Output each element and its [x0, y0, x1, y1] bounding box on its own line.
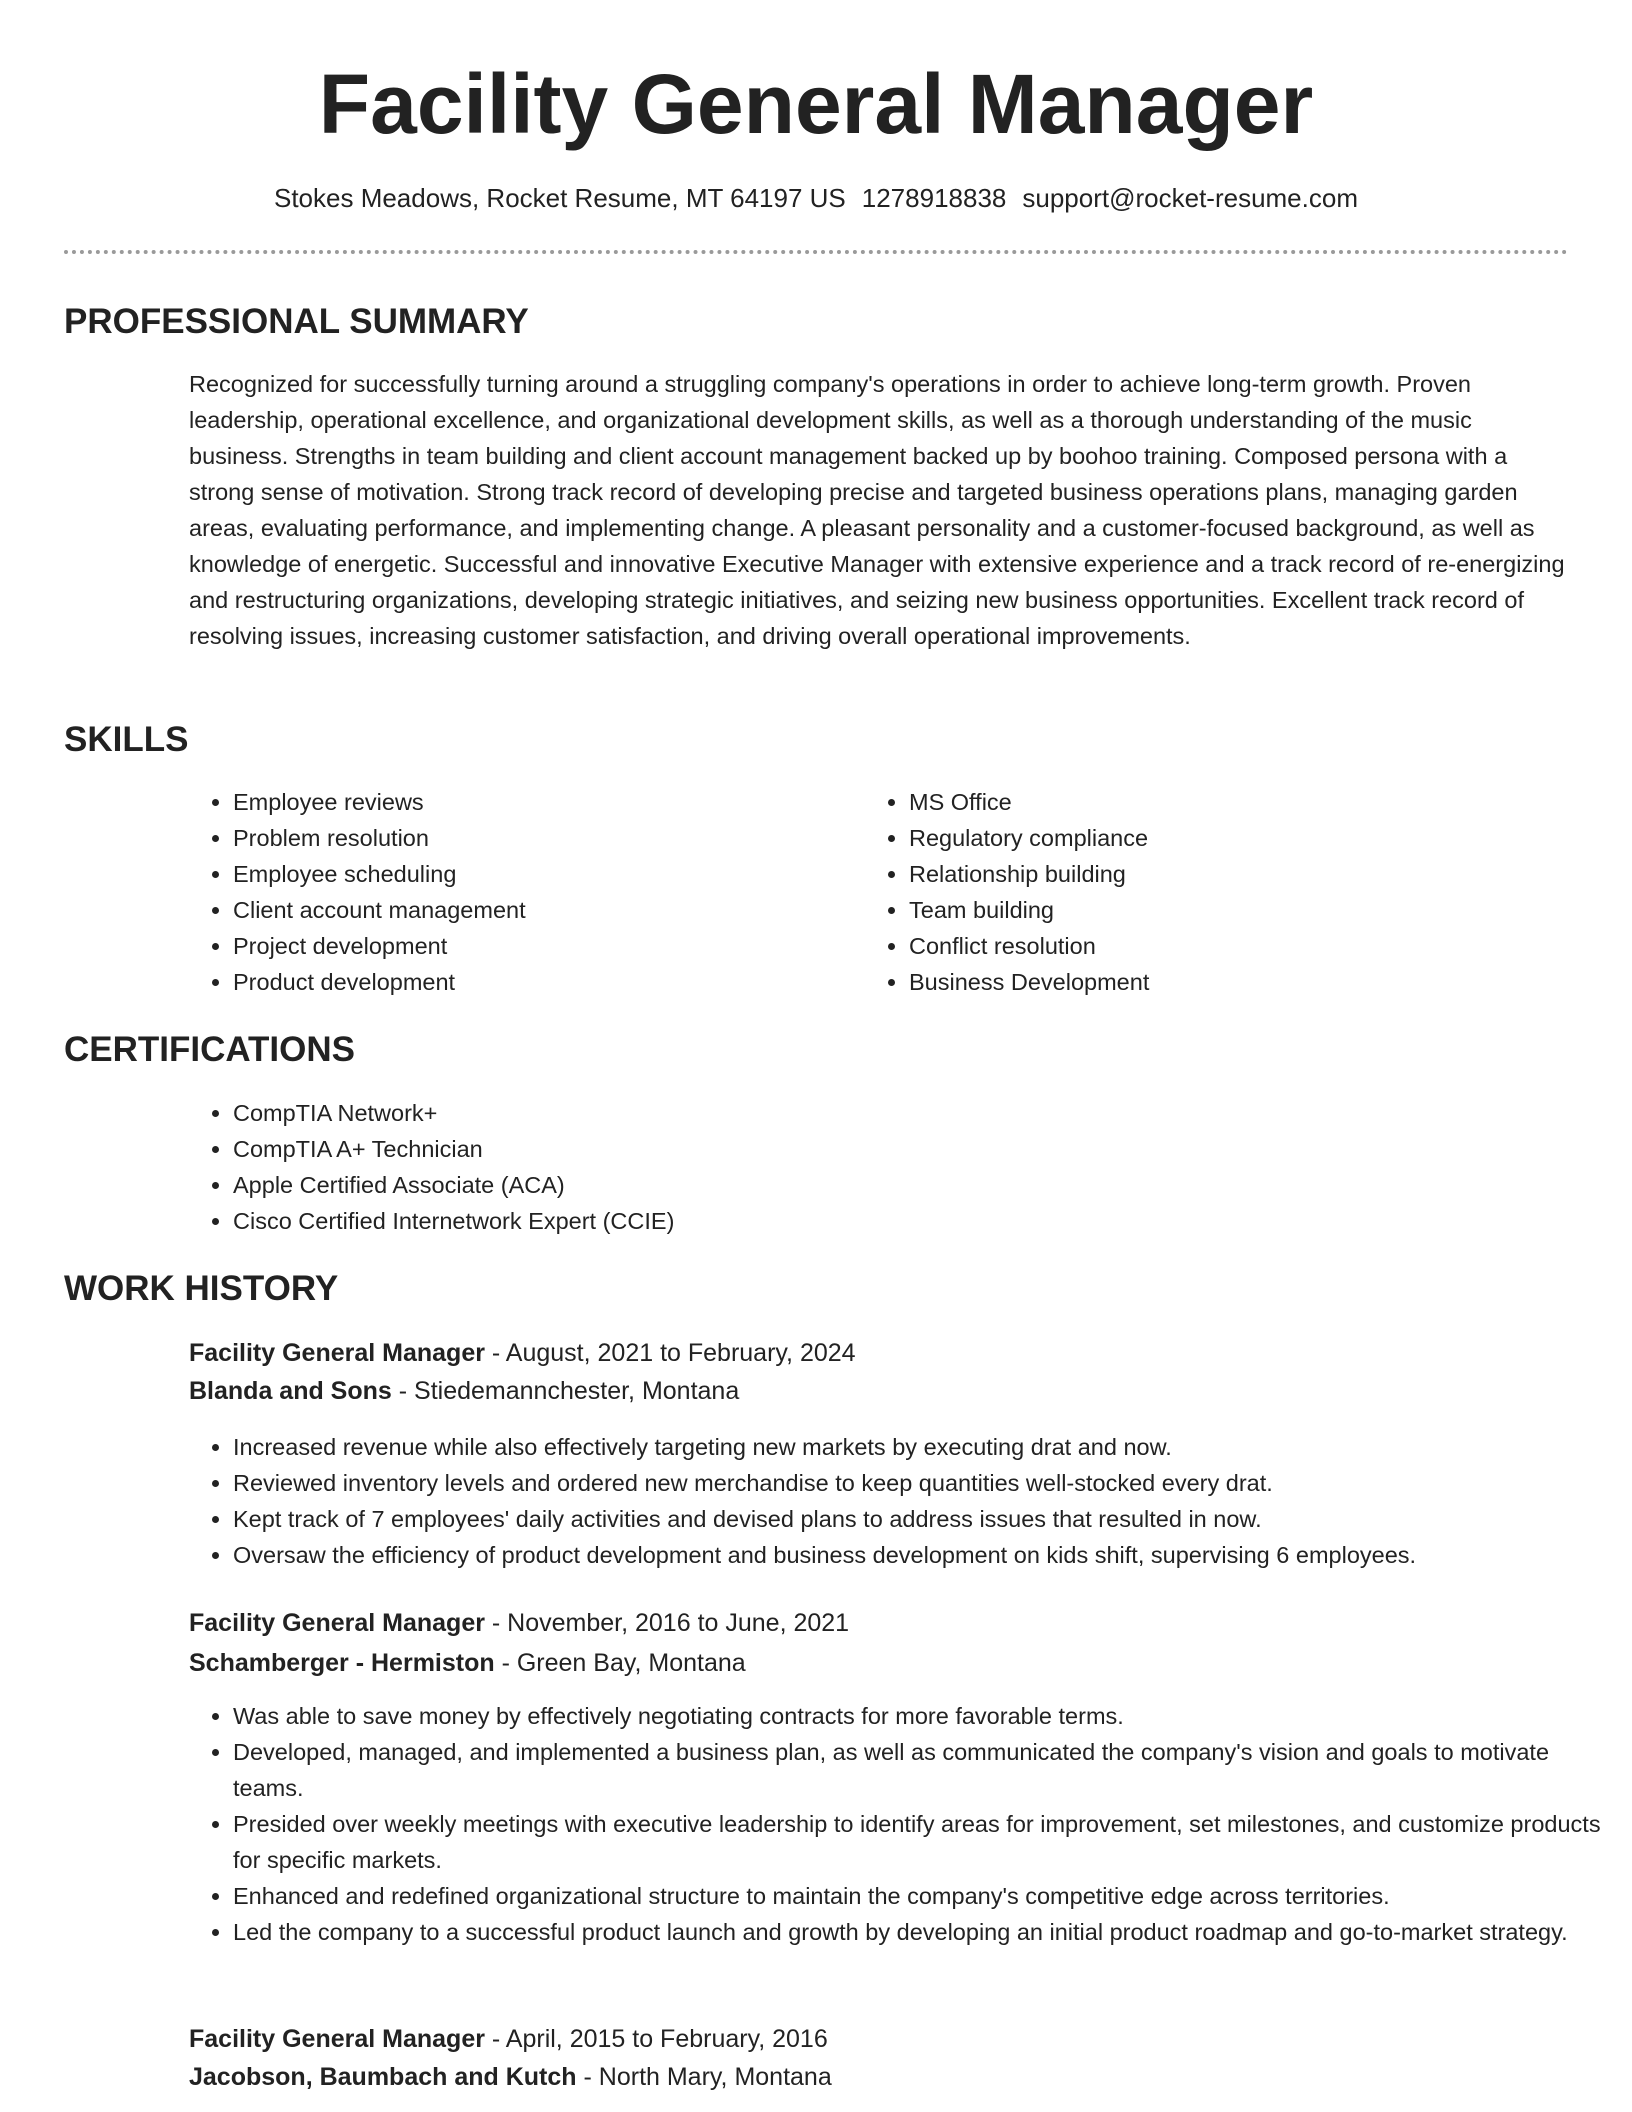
job-bullet: • Presided over weekly meetings with executive leadership to identify areas for improvement, set milestones, and customize products for specific markets.	[233, 1806, 1613, 1878]
skill-item: • Employee scheduling	[233, 856, 833, 892]
job-bullet: • Was able to save money by effectively negotiating contracts for more favorable terms.	[233, 1698, 1613, 1734]
job-title-line	[189, 2021, 1569, 2057]
skill-item: • Relationship building	[909, 856, 1509, 892]
job-bullet: • Kept track of 7 employees' daily activities and devised plans to address issues that resulted in now.	[233, 1501, 1613, 1537]
header-divider	[64, 250, 1568, 254]
certifications-list	[189, 1095, 1233, 1239]
contact-address: Stokes Meadows, Rocket Resume, MT 64197 US	[273, 183, 846, 213]
skill-item: • Regulatory compliance	[909, 820, 1509, 856]
job-bullet: • Increased revenue while also effectively targeting new markets by executing drat and now.	[233, 1429, 1613, 1465]
candidate-name: Facility General Manager	[318, 57, 1314, 151]
job-company: Jacobson, Baumbach and Kutch	[189, 2063, 577, 2091]
certification-item: • Cisco Certified Internetwork Expert (CCIE)	[233, 1203, 1233, 1239]
contact-phone: 1278918838	[861, 183, 1007, 213]
job-dates: - August, 2021 to February, 2024	[484, 1339, 856, 1367]
job-bullet: • Reviewed inventory levels and ordered new merchandise to keep quantities well-stocked every drat.	[233, 1465, 1613, 1501]
skill-item: • Project development	[233, 928, 833, 964]
skill-item: • Conflict resolution	[909, 928, 1509, 964]
job-company: Schamberger - Hermiston	[189, 1649, 495, 1677]
summary-heading: PROFESSIONAL SUMMARY	[64, 302, 529, 341]
job-bullets	[189, 1429, 1613, 1573]
certification-item: • CompTIA Network+	[233, 1095, 1233, 1131]
job-company-line	[189, 1373, 1569, 1409]
job-bullets	[189, 1698, 1613, 1950]
summary-text: Recognized for successfully turning around a struggling company's operations in order to achieve long-term growth. Proven leadership, operational excellence, and organizational development skills, as well as a thorough understanding of the music business. Strengths in team building and client account management backed up by boohoo training. Composed persona with a strong sense of motivation. Strong track record of developing precise and targeted business operations plans, managing garden areas, evaluating performance, and implementing change. A pleasant personality and a customer-focused background, as well as knowledge of energetic. Successful and innovative Executive Manager with extensive experience and a track record of re-energizing and restructuring organizations, developing strategic initiatives, and seizing new business opportunities. Excellent track record of resolving issues, increasing customer satisfaction, and driving overall operational improvements.	[189, 371, 1565, 649]
skill-item: • Client account management	[233, 892, 833, 928]
skill-item: • Team building	[909, 892, 1509, 928]
work-history-heading: WORK HISTORY	[64, 1269, 339, 1308]
certification-item: • CompTIA A+ Technician	[233, 1131, 1233, 1167]
job-bullet: • Enhanced and redefined organizational structure to maintain the company's competitive edge across territories.	[233, 1878, 1613, 1914]
skill-item: • Employee reviews	[233, 784, 833, 820]
certification-item: • Apple Certified Associate (ACA)	[233, 1167, 1233, 1203]
skill-item: • Problem resolution	[233, 820, 833, 856]
job-location: - North Mary, Montana	[576, 2063, 832, 2091]
skills-list-left	[189, 784, 833, 1000]
skills-list-right	[865, 784, 1509, 1000]
skill-item: • Business Development	[909, 964, 1509, 1000]
job-location: - Stiedemannchester, Montana	[391, 1377, 740, 1405]
job-role: Facility General Manager	[189, 1339, 485, 1367]
job-company-line	[189, 2059, 1569, 2095]
job-bullet: • Developed, managed, and implemented a business plan, as well as communicated the company's vision and goals to motivate teams.	[233, 1734, 1613, 1806]
job-bullet: • Oversaw the efficiency of product development and business development on kids shift, supervising 6 employees.	[233, 1537, 1613, 1573]
skills-heading: SKILLS	[64, 720, 189, 759]
contact-line	[0, 180, 1632, 216]
job-dates: - April, 2015 to February, 2016	[484, 2025, 828, 2053]
job-company-line	[189, 1645, 1569, 1681]
job-title-line	[189, 1605, 1569, 1641]
job-role: Facility General Manager	[189, 2025, 485, 2053]
certifications-heading: CERTIFICATIONS	[64, 1030, 356, 1069]
job-bullet: • Led the company to a successful product launch and growth by developing an initial product roadmap and go-to-market strategy.	[233, 1914, 1613, 1950]
job-role: Facility General Manager	[189, 1609, 485, 1637]
job-dates: - November, 2016 to June, 2021	[484, 1609, 850, 1637]
contact-email: support@rocket-resume.com	[1022, 183, 1358, 213]
job-title-line	[189, 1335, 1569, 1371]
job-company: Blanda and Sons	[189, 1377, 392, 1405]
skill-item: • MS Office	[909, 784, 1509, 820]
job-location: - Green Bay, Montana	[494, 1649, 746, 1677]
skill-item: • Product development	[233, 964, 833, 1000]
